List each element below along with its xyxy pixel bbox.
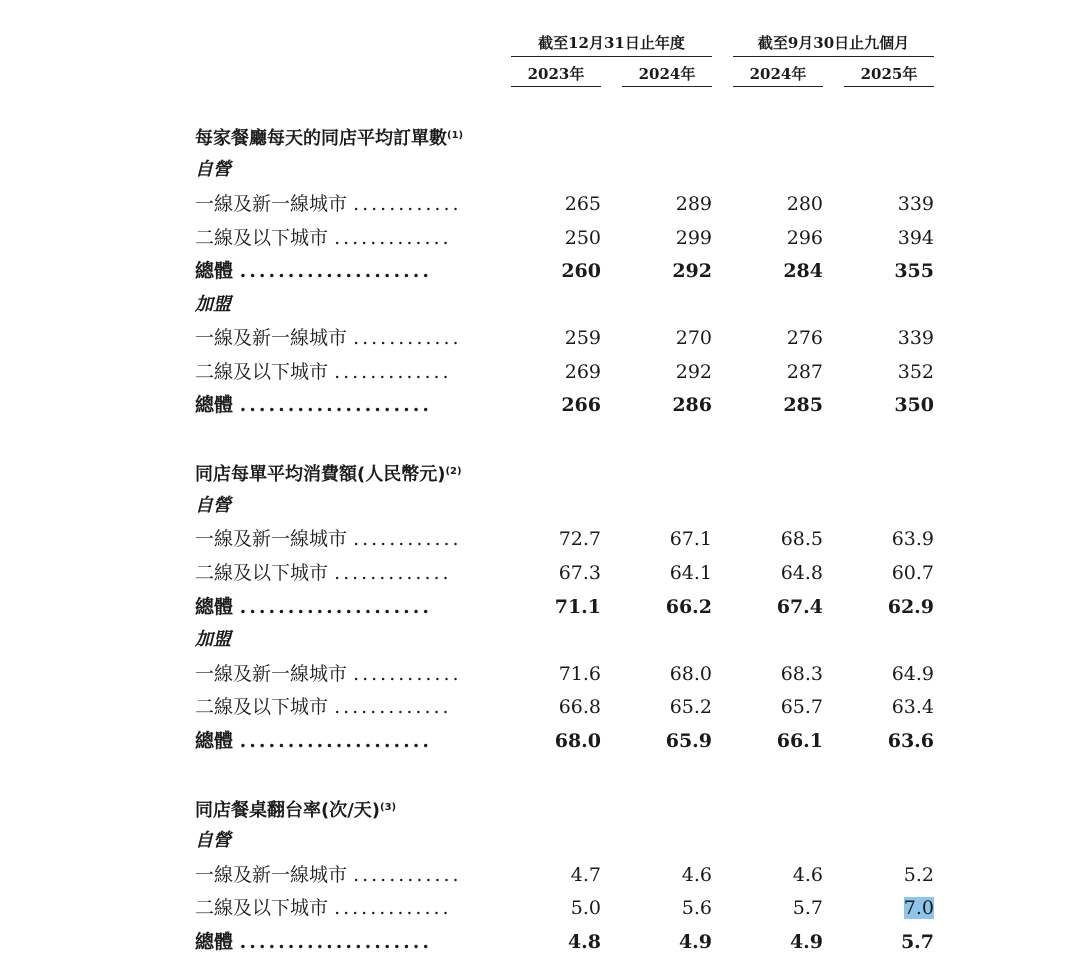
table-row [0, 357, 1092, 387]
table-row [0, 189, 1092, 219]
section-title: 同店每單平均消費額(人民幣元)$^{(2)}$ [195, 464, 462, 485]
total-row [0, 726, 1092, 756]
group-heading: 自營 [195, 159, 231, 180]
cell-value: 292 [672, 260, 712, 282]
cell-value: 289 [675, 193, 712, 215]
group-heading: 自營 [195, 830, 231, 851]
cell-value-selected[interactable] [834, 893, 934, 923]
cell-value: 284 [783, 260, 823, 282]
section-title: 每家餐廳每天的同店平均訂單數$^{(1)}$ [195, 128, 464, 149]
cell-value: 296 [786, 227, 823, 249]
cell-value: 280 [786, 193, 823, 215]
header-group-fy: 截至12月31日止年度 [511, 30, 712, 57]
cell-value: 67.4 [776, 596, 823, 618]
row-label: 一線及新一線城市 ............ [195, 663, 462, 685]
table-row [0, 692, 1092, 722]
row-label: 總體 .................... [195, 931, 432, 953]
cell-value: 4.6 [792, 864, 823, 886]
cell-value: 68.3 [780, 663, 823, 685]
table-row [0, 524, 1092, 554]
row-label: 總體 .................... [195, 260, 432, 282]
group-heading: 加盟 [195, 629, 231, 650]
group-heading: 加盟 [195, 294, 231, 315]
row-label: 二線及以下城市 ............. [195, 696, 452, 718]
cell-value: 350 [894, 394, 934, 416]
cell-value: 67.1 [669, 528, 712, 550]
table-row [0, 893, 1092, 923]
table-row [0, 223, 1092, 253]
cell-value: 352 [897, 361, 934, 383]
row-label: 一線及新一線城市 ............ [195, 193, 462, 215]
cell-value: 269 [564, 361, 601, 383]
cell-value: 4.7 [570, 864, 601, 886]
cell-value: 5.2 [903, 864, 934, 886]
header-group-9m: 截至9月30日止九個月 [733, 30, 934, 57]
cell-value: 339 [897, 193, 934, 215]
cell-value: 265 [564, 193, 601, 215]
cell-value: 4.8 [567, 931, 601, 953]
cell-value: 4.9 [789, 931, 823, 953]
section-title-row [0, 121, 1092, 151]
row-label: 二線及以下城市 ............. [195, 562, 452, 584]
cell-value: 266 [561, 394, 601, 416]
cell-value: 65.2 [669, 696, 712, 718]
cell-value: 64.1 [669, 562, 712, 584]
cell-value: 5.0 [570, 897, 601, 919]
cell-value: 4.6 [681, 864, 712, 886]
group-heading: 自營 [195, 495, 231, 516]
group-heading-row [0, 826, 1092, 856]
header-year: 2025年 [844, 62, 934, 87]
total-row [0, 390, 1092, 420]
cell-value: 287 [786, 361, 823, 383]
cell-value: 63.6 [887, 730, 934, 752]
cell-value: 4.9 [678, 931, 712, 953]
table-row [0, 659, 1092, 689]
cell-value: 62.9 [887, 596, 934, 618]
cell-value: 285 [783, 394, 823, 416]
cell-value: 260 [561, 260, 601, 282]
row-label: 一線及新一線城市 ............ [195, 327, 462, 349]
section-title: 同店餐桌翻台率(次/天)$^{(3)}$ [195, 800, 397, 821]
cell-value: 72.7 [558, 528, 601, 550]
group-heading-row [0, 625, 1092, 655]
row-label: 總體 .................... [195, 596, 432, 618]
header-year: 2024年 [622, 62, 712, 87]
cell-value: 339 [897, 327, 934, 349]
cell-value: 68.5 [780, 528, 823, 550]
cell-value: 64.9 [891, 663, 934, 685]
total-row [0, 592, 1092, 622]
cell-value: 5.7 [792, 897, 823, 919]
cell-value: 270 [675, 327, 712, 349]
section-title-row [0, 457, 1092, 487]
cell-value: 65.7 [780, 696, 823, 718]
selection-highlight: 7.0 [903, 897, 934, 919]
total-row [0, 927, 1092, 957]
cell-value: 259 [564, 327, 601, 349]
cell-value: 5.6 [681, 897, 712, 919]
group-heading-row [0, 491, 1092, 521]
cell-value: 66.2 [665, 596, 712, 618]
section-title-row [0, 793, 1092, 823]
cell-value: 68.0 [554, 730, 601, 752]
cell-value: 355 [894, 260, 934, 282]
row-label: 總體 .................... [195, 394, 432, 416]
cell-value: 63.4 [891, 696, 934, 718]
cell-value: 67.3 [558, 562, 601, 584]
cell-value: 71.6 [558, 663, 601, 685]
row-label: 一線及新一線城市 ............ [195, 864, 462, 886]
cell-value: 68.0 [669, 663, 712, 685]
cell-value: 65.9 [665, 730, 712, 752]
cell-value: 5.7 [900, 931, 934, 953]
header-year: 2023年 [511, 62, 601, 87]
cell-value: 71.1 [554, 596, 601, 618]
cell-value: 299 [675, 227, 712, 249]
cell-value: 250 [564, 227, 601, 249]
cell-value: 292 [675, 361, 712, 383]
row-label: 二線及以下城市 ............. [195, 897, 452, 919]
cell-value: 60.7 [891, 562, 934, 584]
cell-value: 286 [672, 394, 712, 416]
cell-value: 276 [786, 327, 823, 349]
row-label: 二線及以下城市 ............. [195, 227, 452, 249]
row-label: 二線及以下城市 ............. [195, 361, 452, 383]
cell-value: 63.9 [891, 528, 934, 550]
table-row [0, 860, 1092, 890]
table-row [0, 558, 1092, 588]
group-heading-row [0, 290, 1092, 320]
cell-value: 66.1 [776, 730, 823, 752]
cell-value: 394 [897, 227, 934, 249]
total-row [0, 256, 1092, 286]
table-row [0, 323, 1092, 353]
row-label: 總體 .................... [195, 730, 432, 752]
group-heading-row [0, 155, 1092, 185]
header-year: 2024年 [733, 62, 823, 87]
cell-value: 64.8 [780, 562, 823, 584]
cell-value: 66.8 [558, 696, 601, 718]
row-label: 一線及新一線城市 ............ [195, 528, 462, 550]
